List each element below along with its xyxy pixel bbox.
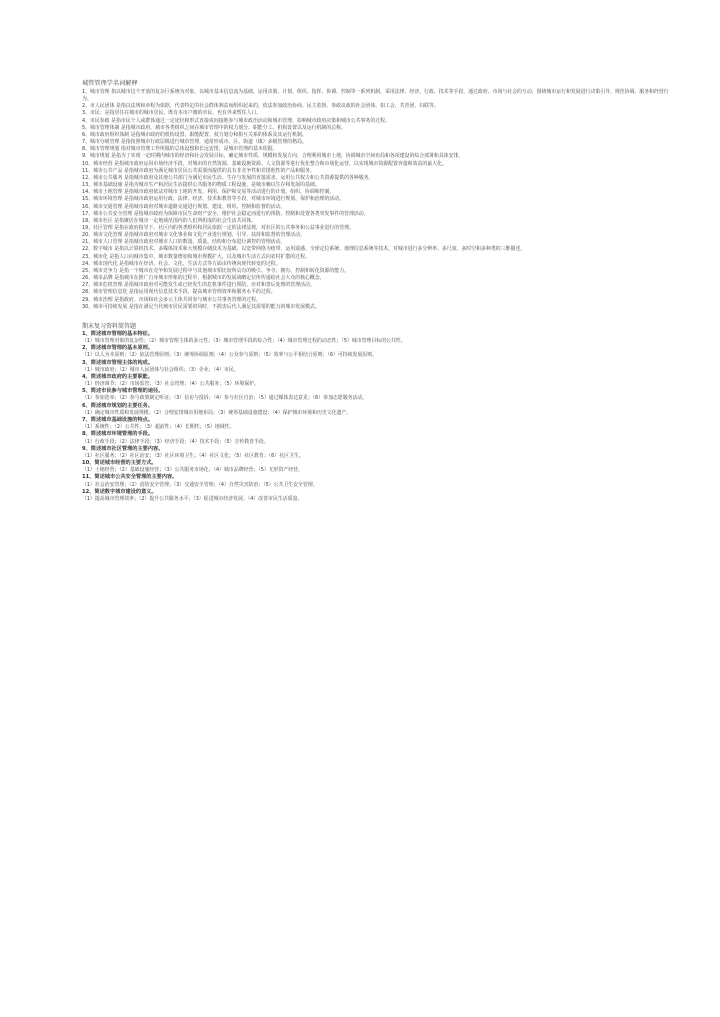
text-paragraph: 5、城市管理体制 是指城市政府、城市各类组织之间在城市管理中的权力划分、职能分工、机构设置以及运行机制的总称。 [82, 124, 346, 131]
text-paragraph: 27、城市危机管理 是指城市政府对可能发生或已经发生的危机事件进行预防、应对和善后处理的管理活动。 [82, 282, 315, 289]
text-paragraph: 26、城市品牌 是指城市在推广自身城市形象的过程中，根据城市的发展战略定位所传递给社会大众的核心概念。 [82, 275, 325, 282]
document-title: 城管管理学名词解释 [82, 80, 138, 87]
text-paragraph: （1）系统性；（2）公共性；（3）超前性；（4）长期性；（5）地域性。 [82, 424, 235, 431]
text-paragraph: 23、城市化 是指人口向城市集中、城市数量增加和城市规模扩大，以及城市生活方式向农村扩散的过程。 [82, 253, 310, 260]
text-paragraph: 13、城市基础设施 是指为城市生产和居民生活提供公共服务的物质工程设施，是城市赖以生存和发展的基础。 [82, 182, 320, 189]
text-paragraph: 20、城市文化管理 是指城市政府对城市文化事业和文化产业进行规划、引导、扶持和监督的管理活动。 [82, 232, 305, 239]
text-paragraph: 7、城市分级管理 是指按照城市行政层级进行城市管理，通常形成市、区、街道（镇）多级管理的格局。 [82, 139, 307, 146]
text-paragraph: 9、城市规划 是指为了实现一定时期内城市的经济和社会发展目标，确定城市性质、规模和发展方向，合理利用城市土地，协调城市空间布局和各项建设的综合部署和具体安排。 [82, 153, 464, 160]
text-paragraph: （1）土地经营；（2）基础设施经营；（3）公共服务市场化；（4）城市品牌经营；（5）无形资产经营。 [82, 467, 303, 474]
short-answer-heading: 期末复习资料简答题 [82, 322, 137, 330]
question-heading: 10、简述城市经营的主要方式。 [82, 460, 157, 467]
question-heading: 5、简述市民参与城市管理的途径。 [82, 388, 164, 395]
text-paragraph: 24、城市现代化 是指城市在经济、社会、文化、生活方式等方面由传统向现代转变的过程。 [82, 260, 281, 267]
text-paragraph: 19、社区管理 是指在政府指导下，社区内的各类组织和居民依据一定的法律法规，对社区的公共事务和公益事业进行的管理。 [82, 224, 354, 231]
text-paragraph: 14、城市土地管理 是指城市政府依法对城市土地的开发、利用、保护和交易等活动进行的计划、组织、协调和控制。 [82, 189, 335, 196]
text-paragraph: （1）确定城市性质和发展规模；（2）合理安排城市用地布局；（3）统筹基础设施建设；（4）保护城市环境和历史文化遗产。 [82, 409, 352, 416]
question-heading: 6、简述城市规划的主要任务。 [82, 402, 154, 409]
text-paragraph: 21、城市人口管理 是指城市政府对城市人口的数量、质量、结构和分布进行调控的管理活动。 [82, 239, 286, 246]
text-paragraph: （1）行政手段；（2）法律手段；（3）经济手段；（4）技术手段；（5）宣传教育手段。 [82, 438, 269, 445]
question-heading: 12、简述数字城市建设的意义。 [82, 488, 157, 495]
text-paragraph: 29、城市治理 是指政府、市场和社会多元主体共同参与城市公共事务管理的过程。 [82, 296, 261, 303]
question-heading: 4、简述城市政府的主要职能。 [82, 373, 154, 380]
text-paragraph: 2、市人民团体 是指以法规和章程为依据，代表特定的社会群体利益而组织起来的，依法参加政治协商、民主监督、参政议政的社会团体，如工会、共青团、妇联等。 [82, 103, 439, 110]
text-paragraph: 16、城市交通管理 是指城市政府对城市道路交通进行规划、建设、组织、控制和监督的活动。 [82, 203, 286, 210]
text-paragraph: 11、城市公共产品 是指城市政府为满足城市居民公共需要而提供的具有非竞争性和非排他性的产品和服务。 [82, 167, 315, 174]
section-gap [82, 311, 672, 321]
text-paragraph: 3、市民：是指居住在城市的城市居民，既有本市户籍的市民，也有外来暂住人口。 [82, 110, 262, 117]
text-paragraph: 4、市民参政 是指市民个人或群体通过一定途径和形式直接或间接地参与城市政治活动和城市管理，影响城市政府决策和城市公共事务的过程。 [82, 117, 390, 124]
question-heading: 2、简述城市管理的基本原则。 [82, 345, 154, 352]
text-paragraph: （1）参加选举；（2）参与政策制定听证；（3）信访与投诉；（4）参与社区自治；（5）通过媒体表达意见；（6）参加志愿服务活动。 [82, 395, 368, 402]
text-paragraph: 12、城市公共服务 是指城市政府及其他公共部门为满足市民生活、生存与发展的直接需求，运用公共权力和公共资源提供的各种服务。 [82, 174, 374, 181]
text-paragraph: （1）城市管理对象的复杂性；（2）城市管理主体的多元性；（3）城市管理手段的综合性；（4）城市管理过程的动态性；（5）城市管理目标的公共性。 [82, 338, 406, 345]
text-paragraph: 17、城市公共安全管理 是指城市政府为保障市民生命财产安全、维护社会稳定而进行的预防、控制和处置各类突发事件的管理活动。 [82, 210, 369, 217]
text-paragraph: 22、数字城市 是指以计算机技术、多媒体技术和大规模存储技术为基础，以宽带网络为纽带，运用遥感、全球定位系统、地理信息系统等技术，对城市进行多分辨率、多尺度、多时空和多种类的三维描述。 [82, 246, 526, 253]
text-paragraph: 8、城市管理规划 指对城市管理工作所做的总体设想和长远安排，是城市管理的基本依据。 [82, 146, 278, 153]
question-heading: 3、简述城市管理主体的构成。 [82, 359, 154, 366]
text-paragraph: （1）以人为本原则；（2）依法管理原则；（3）统筹协调原则；（4）公众参与原则；（5）效率与公平相结合原则；（6）可持续发展原则。 [82, 352, 377, 359]
question-heading: 7、简述城市基础设施的特点。 [82, 417, 154, 423]
short-answer-section [82, 331, 672, 503]
question-heading: 8、简述城市环境管理的手段。 [82, 431, 154, 438]
text-paragraph: 1、城市管理 指以城市这个开放的复杂巨系统为对象，以城市基本信息流为基础，运用决策、计划、组织、指挥、协调、控制等一系列机制，采用法律、经济、行政、技术等手段，通过政府、市场与社会的互动，围绕城市运行和发展进行决策引导、规范协调、服务和经营行为。 [82, 89, 669, 103]
question-heading: 11、简述城市公共安全管理的主要内容。 [82, 474, 178, 481]
question-heading: 9、简述城市社区管理的主要内容。 [82, 445, 164, 452]
text-paragraph: （1）社区服务；（2）社区治安；（3）社区环境卫生；（4）社区文化；（5）社区教育；（6）社区卫生。 [82, 452, 304, 459]
text-paragraph: 25、城市竞争力 是指一个城市在竞争和发展过程中与其他城市相比较所具有的吸引、争夺、拥有、控制和转化资源的能力。 [82, 267, 349, 274]
text-paragraph: 28、城市管理信息化 是指运用现代信息技术手段，提高城市管理效率和服务水平的过程。 [82, 289, 276, 296]
text-paragraph: 15、城市环境管理 是指城市政府运用行政、法律、经济、技术和教育等手段，对城市环境进行规划、保护和治理的活动。 [82, 196, 345, 203]
text-paragraph: （1）城市政府；（2）城市人民团体与社会组织；（3）企业；（4）市民。 [82, 366, 239, 373]
text-paragraph: （1）提高城市管理效率；（2）提升公共服务水平；（3）促进城市经济发展；（4）改善市民生活质量。 [82, 496, 303, 502]
text-paragraph: 18、城市社区 是指聚居在城市一定地域范围内的人们所组成的社会生活共同体。 [82, 217, 257, 224]
text-paragraph: 30、城市可持续发展 是指在满足当代城市居民需要的同时，不损害后代人满足其需要的能力的城市发展模式。 [82, 303, 320, 310]
text-paragraph: （1）经济调节；（2）市场监管；（3）社会管理；（4）公共服务；（5）环境保护。 [82, 381, 259, 388]
text-paragraph: （1）社会治安管理；（2）消防安全管理；（3）交通安全管理；（4）自然灾害防治；（5）公共卫生安全管理。 [82, 481, 318, 488]
glossary-section [82, 89, 672, 311]
text-paragraph: 10、城市经营 是指城市政府运用市场经济手段，对城市的自然资源、基础设施资源、人文资源等进行优化整合和市场化运营，以实现城市资源配置容量和效益的最大化。 [82, 160, 447, 167]
question-heading: 1、简述城市管理的基本特征。 [82, 330, 154, 337]
text-paragraph: 6、城市政府组织体制 是指城市政府的机构设置、职能配置、权力划分和相互关系的体系及其运行机制。 [82, 131, 307, 138]
